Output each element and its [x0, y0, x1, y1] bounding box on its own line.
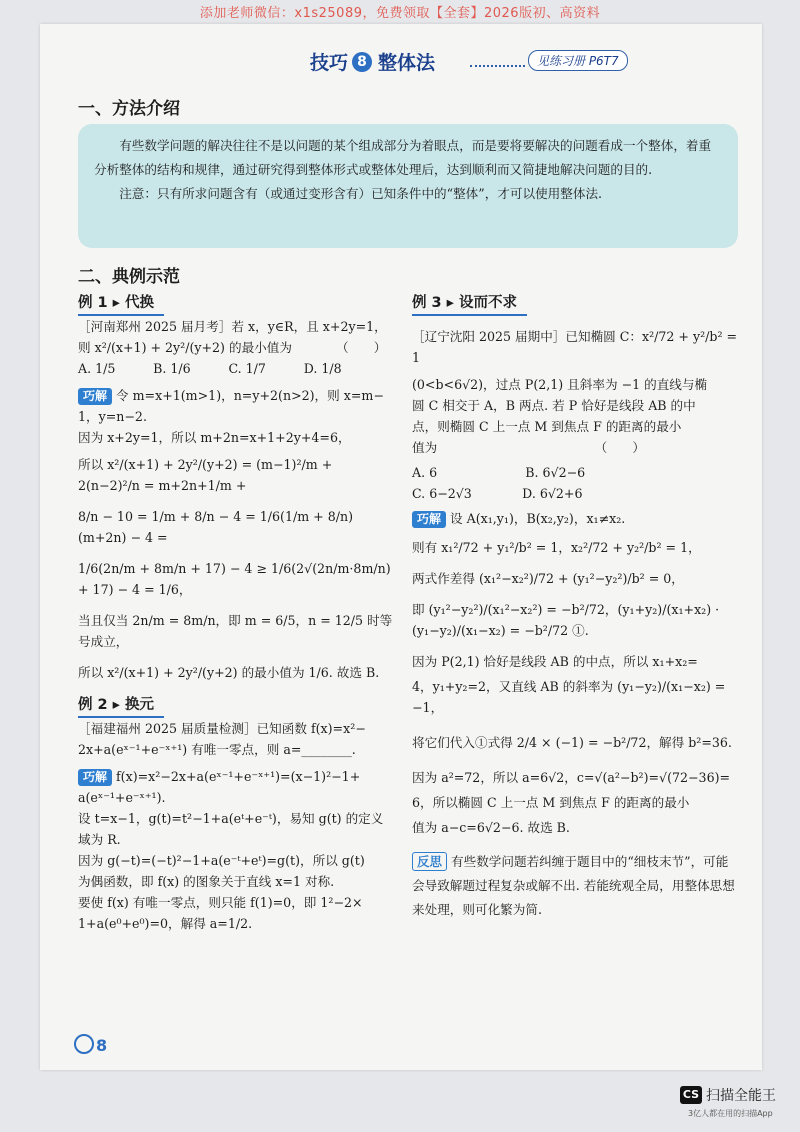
clever-solution-badge: 巧解 [412, 511, 446, 528]
solution-line: 因为 g(−t)=(−t)²−1+a(e⁻ᵗ+eᵗ)=g(t)，所以 g(t) [78, 853, 365, 868]
skill-title [310, 48, 435, 75]
dotted-divider [470, 65, 525, 67]
solution-line: 设 A(x₁,y₁)，B(x₂,y₂)，x₁≠x₂. [450, 511, 626, 526]
solution-line: 1/6(2n/m + 8m/n + 17) − 4 ≥ 1/6(2√(2n/m·8m/n) + 17) − 4 = 1/6， [78, 561, 391, 597]
skill-number-badge: 8 [352, 52, 372, 72]
page-badge-icon [74, 1034, 94, 1054]
solution-line: 将它们代入①式得 2/4 × (−1) = −b²/72，解得 b²=36. [412, 735, 732, 750]
example-3-label: 例 3 ▸ 设而不求 [412, 293, 527, 316]
scanner-subtitle: 3亿人都在用的扫描App [688, 1109, 773, 1118]
solution-line: 因为 P(2,1) 恰好是线段 AB 的中点，所以 x₁+x₂= [412, 654, 698, 669]
solution-line: 4，y₁+y₂=2，又直线 AB 的斜率为 (y₁−y₂)/(x₁−x₂) = −1， [412, 679, 726, 715]
example-2-line: 2x+a(eˣ⁻¹+e⁻ˣ⁺¹) 有唯一零点，则 a=________. [78, 742, 356, 757]
workbook-reference: 见练习册 P6T7 [528, 50, 628, 71]
scanner-name: 扫描全能王 [706, 1088, 776, 1104]
solution-line: 所以 x²/(x+1) + 2y²/(y+2) 的最小值为 1/6. 故选 B. [78, 665, 380, 680]
clever-solution-badge: 巧解 [78, 388, 112, 405]
page-number [74, 1034, 107, 1055]
section-heading-examples: 二、典例示范 [78, 267, 180, 287]
solution-line: 所以 x²/(x+1) + 2y²/(y+2) = (m−1)²/m + 2(n−2)²/n = m+2n+1/m + [78, 457, 333, 493]
solution-line: 域为 R. [78, 832, 121, 847]
section-heading-method: 一、方法介绍 [78, 99, 180, 119]
method-intro-box [78, 124, 738, 248]
reflection-text: 有些数学问题若纠缠于题目中的“细枝末节”，可能会导致解题过程复杂或解不出. 若能统观全局，用整体思想来处理，则可化繁为简. [412, 854, 735, 917]
solution-line: 则有 x₁²/72 + y₁²/b² = 1，x₂²/72 + y₂²/b² = 1， [412, 540, 701, 555]
solution-line: 8/n − 10 = 1/m + 8/n − 4 = 1/6(1/m + 8/n)(m+2n) − 4 = [78, 509, 353, 545]
example-3-line: 值为 （ ） [412, 440, 645, 455]
solution-line: 为偶函数，即 f(x) 的图象关于直线 x=1 对称. [78, 874, 335, 889]
solution-line: 6，所以椭圆 C 上一点 M 到焦点 F 的距离的最小 [412, 795, 690, 810]
scanner-cs-icon: CS [680, 1086, 702, 1104]
example-3-line: 圆 C 相交于 A，B 两点. 若 P 恰好是线段 AB 的中 [412, 398, 696, 413]
solution-line: 两式作差得 (x₁²−x₂²)/72 + (y₁²−y₂²)/b² = 0， [412, 571, 684, 586]
example-3-line: (0<b<6√2)，过点 P(2,1) 且斜率为 −1 的直线与椭 [412, 377, 708, 392]
example-3-choices: A. 6 B. 6√2−6 [412, 465, 586, 480]
method-paragraph: 有些数学问题的解决往往不是以问题的某个组成部分为着眼点，而是要将要解决的问题看成一个整体，着重分析整体的结构和规律，通过研究得到整体形式或整体处理后，达到顺利而又简捷地解决问题的目的. [94, 138, 712, 177]
solution-line: a(eˣ⁻¹+e⁻ˣ⁺¹). [78, 790, 166, 805]
clever-solution-badge: 巧解 [78, 769, 112, 786]
solution-line: 即 (y₁²−y₂²)/(x₁²−x₂²) = −b²/72，(y₁+y₂)/(x₁+x₂) · (y₁−y₂)/(x₁−x₂) = −b²/72 ①. [412, 602, 720, 638]
example-3-line: ［辽宁沈阳 2025 届期中］已知椭圆 C：x²/72 + y²/b² = 1 [412, 329, 738, 365]
left-column [78, 292, 396, 934]
watermark-text: 添加老师微信：x1s25089，免费领取【全套】2026版初、高资料 [199, 6, 601, 21]
example-1-line: 则 x²/(x+1) + 2y²/(y+2) 的最小值为 （ ） [78, 340, 387, 355]
solution-line: 要使 f(x) 有唯一零点，则只能 f(1)=0，即 1²−2× [78, 895, 363, 910]
solution-line: 值为 a−c=6√2−6. 故选 B. [412, 820, 570, 835]
page-header [300, 48, 660, 78]
solution-line: 因为 x+2y=1，所以 m+2n=x+1+2y+4=6， [78, 430, 351, 445]
example-3-choices: C. 6−2√3 D. 6√2+6 [412, 486, 583, 501]
reflection-badge: 反思 [412, 852, 447, 871]
scanner-logo [680, 1085, 776, 1105]
solution-line: 1，y=n−2. [78, 409, 147, 424]
solution-line: f(x)=x²−2x+a(eˣ⁻¹+e⁻ˣ⁺¹)=(x−1)²−1+ [116, 769, 361, 784]
solution-line: 设 t=x−1，g(t)=t²−1+a(eᵗ+e⁻ᵗ)，易知 g(t) 的定义 [78, 811, 384, 826]
example-1-line: ［河南郑州 2025 届月考］若 x，y∈R，且 x+2y=1， [78, 319, 387, 334]
skill-name: 整体法 [378, 52, 436, 74]
example-1-label: 例 1 ▸ 代换 [78, 293, 164, 316]
page-number-text: 8 [96, 1036, 108, 1055]
example-2-line: ［福建福州 2025 届质量检测］已知函数 f(x)=x²− [78, 721, 366, 736]
example-3-line: 点，则椭圆 C 上一点 M 到焦点 F 的距离的最小 [412, 419, 682, 434]
solution-line: 因为 a²=72，所以 a=6√2，c=√(a²−b²)=√(72−36)= [412, 770, 731, 785]
example-2-label: 例 2 ▸ 换元 [78, 695, 164, 718]
method-note: 注意：只有所求问题含有（或通过变形含有）已知条件中的“整体”，才可以使用整体法. [119, 186, 603, 201]
right-column [412, 292, 738, 922]
solution-line: 当且仅当 2n/m = 8m/n，即 m = 6/5，n = 12/5 时等号成立， [78, 613, 393, 649]
solution-line: 1+a(e⁰+e⁰)=0，解得 a=1/2. [78, 916, 253, 931]
solution-line: 令 m=x+1(m>1)，n=y+2(n>2)，则 x=m− [116, 388, 384, 403]
skill-prefix: 技巧 [310, 52, 349, 74]
example-1-choices: A. 1/5 B. 1/6 C. 1/7 D. 1/8 [78, 361, 342, 376]
